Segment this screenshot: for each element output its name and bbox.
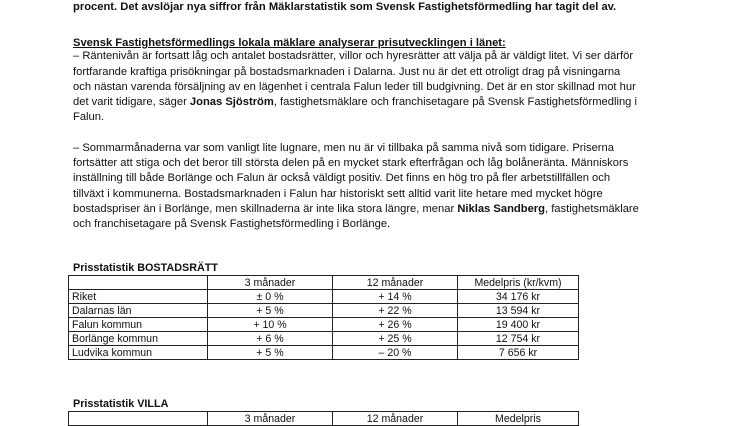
cell-medelpris: 13 594 kr [458, 304, 579, 318]
quote2-line: fortsätter att stiga och det beror till största delen på en mycket stark efterfrågan och låg bolåneränta. Människors [73, 157, 629, 169]
cell-3-months: ± 0 % [208, 290, 333, 304]
quote2-line: tillväxt i kommunerna. Bostadsmarknaden i Falun har historiskt sett alltid varit lite hetare med mycket högre [73, 188, 603, 200]
row-label: Dalarnas län [69, 304, 208, 318]
table-row [69, 332, 579, 346]
table-row [69, 304, 579, 318]
table-row [69, 318, 579, 332]
row-label: Riket [69, 290, 208, 304]
cell-3-months: + 10 % [208, 318, 333, 332]
speaker-name-niklas: Niklas Sandberg [457, 203, 545, 215]
cell-3-months: + 5 % [208, 346, 333, 360]
intro-paragraph-tail: procent. Det avslöjar nya siffror från Mäklarstatistik som Svensk Fastighetsförmedling har tagit del av. [73, 1, 617, 13]
cell-3-months: + 5 % [208, 304, 333, 318]
quote1-line: – Räntenivån är fortsatt låg och antalet bostadsrätter, villor och hyresrätter att välja på är väldigt litet. Vi ser därför [73, 50, 634, 62]
header-cell-medelpris: Medelpris [458, 412, 579, 426]
section-heading: Svensk Fastighetsförmedlings lokala mäklare analyserar prisutvecklingen i länet: [73, 37, 506, 49]
row-label: Borlänge kommun [69, 332, 208, 346]
price-table-bostadsratt [68, 275, 579, 360]
header-cell-medelpris: Medelpris (kr/kvm) [458, 276, 579, 290]
quote1-line-with-name [73, 96, 637, 109]
header-cell-empty [69, 276, 208, 290]
quote2-line: – Sommarmånaderna var som vanligt lite lugnare, men nu är vi tillbaka på samma nivå som tidigare. Priserna [73, 142, 614, 154]
table-row [69, 346, 579, 360]
header-cell-3-months: 3 månader [208, 276, 333, 290]
cell-3-months: + 6 % [208, 332, 333, 346]
quote1-line: Falun. [73, 111, 105, 123]
quote2-line: och franchisetagare på Svensk Fastighetsförmedling i Borlänge. [73, 218, 391, 230]
cell-12-months: + 14 % [333, 290, 458, 304]
header-cell-12-months: 12 månader [333, 276, 458, 290]
cell-12-months: + 22 % [333, 304, 458, 318]
table-caption-bostadsratt: Prisstatistik BOSTADSRÄTT [73, 262, 218, 274]
quote1-line: fortfarande kraftiga prisökningar på bostadsmarknaden i Dalarna. Just nu är det ett otroligt drag på visningarna [73, 66, 621, 78]
header-cell-12-months: 12 månader [333, 412, 458, 426]
cell-medelpris: 7 656 kr [458, 346, 579, 360]
speaker-name-jonas: Jonas Sjöström [189, 96, 274, 108]
cell-medelpris: 12 754 kr [458, 332, 579, 346]
cell-12-months: + 25 % [333, 332, 458, 346]
cell-medelpris: 34 176 kr [458, 290, 579, 304]
quote2-text: , fastighetsmäklare [544, 203, 639, 215]
quote2-line: inställning till både Borlänge och Falun är också väldigt positiv. Det finns en hög tro på fler arbetstillfällen och [73, 172, 611, 184]
quote2-line-with-name [73, 203, 639, 216]
cell-12-months: – 20 % [333, 346, 458, 360]
table-caption-villa: Prisstatistik VILLA [73, 398, 169, 410]
cell-medelpris: 19 400 kr [458, 318, 579, 332]
table-row [69, 290, 579, 304]
row-label: Ludvika kommun [69, 346, 208, 360]
quote1-line: och nästan varenda försäljning av en lägenhet i centrala Falun leder till budgivning. Det är en stor skillnad mot hur [73, 81, 636, 93]
cell-12-months: + 26 % [333, 318, 458, 332]
quote1-text: det varit tidigare, säger [73, 96, 190, 108]
row-label: Falun kommun [69, 318, 208, 332]
header-cell-3-months: 3 månader [208, 412, 333, 426]
quote1-text: , fastighetsmäklare och franchisetagare på Svensk Fastighetsförmedling i [273, 96, 638, 108]
table-header-row [69, 276, 579, 290]
quote2-text: bostadspriser än i Borlänge, men skillnaderna är inte lika stora längre, menar [73, 203, 458, 215]
